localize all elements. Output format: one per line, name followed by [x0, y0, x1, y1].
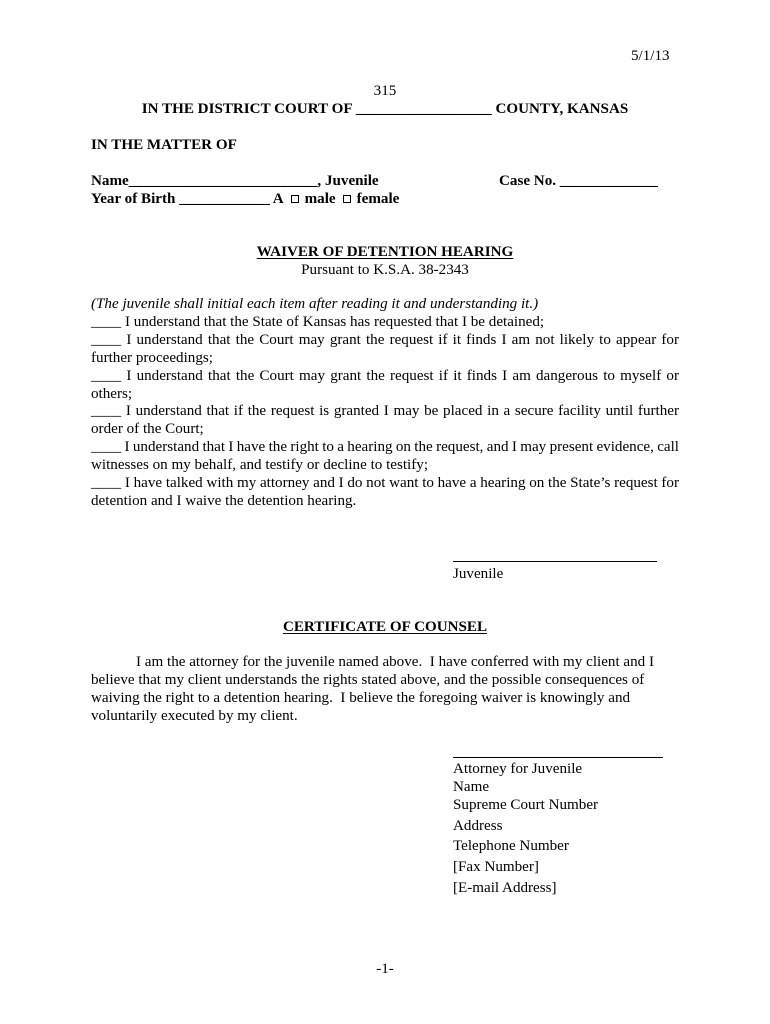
waiver-item — [91, 403, 679, 421]
case-number-label: Case No. — [499, 173, 557, 189]
initial-blank[interactable]: ____ — [91, 403, 122, 420]
waiver-subtitle: Pursuant to K.S.A. 38-2343 — [301, 262, 469, 278]
waiver-item-continuation: others; — [91, 385, 133, 402]
waiver-item-continuation: detention and I waive the detention hearing. — [91, 492, 357, 509]
waiver-title: WAIVER OF DETENTION HEARING — [256, 244, 514, 260]
waiver-item-text: I understand that the Court may grant the request if it finds I am not likely to appear for — [126, 331, 679, 348]
female-label: female — [356, 191, 400, 207]
waiver-item — [91, 439, 679, 457]
attorney-signature-line[interactable] — [453, 757, 663, 758]
birth-year-blank[interactable]: ____________ — [179, 191, 270, 207]
waiver-item — [91, 332, 679, 350]
waiver-instruction: (The juvenile shall initial each item after reading it and understanding it.) — [91, 296, 539, 312]
certificate-line: I am the attorney for the juvenile named above. I have conferred with my client and I — [136, 654, 655, 670]
initial-blank[interactable]: ____ — [91, 439, 122, 456]
attorney-field-telephone: Telephone Number — [453, 838, 569, 854]
waiver-item — [91, 314, 679, 332]
certificate-line: believe that my client understands the rights stated above, and the possible consequences of — [91, 672, 645, 688]
date-stamp: 5/1/13 — [631, 48, 670, 64]
waiver-item-continuation: witnesses on my behalf, and testify or decline to testify; — [91, 457, 429, 474]
juvenile-signature-label: Juvenile — [453, 566, 504, 582]
court-heading-suffix: COUNTY, KANSAS — [495, 101, 629, 117]
initial-blank[interactable]: ____ — [91, 331, 122, 348]
initial-blank[interactable]: ____ — [91, 367, 122, 384]
waiver-item — [91, 475, 679, 493]
initial-blank[interactable]: ____ — [91, 475, 122, 492]
court-heading — [91, 100, 679, 118]
attorney-field-address: Address — [453, 818, 503, 834]
waiver-items — [91, 296, 679, 511]
birth-marker: A — [272, 191, 284, 207]
juvenile-signature-line[interactable] — [453, 561, 657, 562]
certificate-title: CERTIFICATE OF COUNSEL — [282, 619, 488, 635]
birth-year-label: Year of Birth — [91, 191, 176, 207]
attorney-field-email: [E-mail Address] — [453, 880, 557, 896]
waiver-item-text: I understand that the Court may grant the request if it finds I am dangerous to myself or — [126, 367, 679, 384]
attorney-signature-label: Attorney for Juvenile — [453, 761, 583, 777]
name-blank[interactable]: _________________________ — [128, 173, 318, 189]
county-blank[interactable]: __________________ — [355, 101, 492, 117]
waiver-item-text: I understand that the State of Kansas has requested that I be detained; — [124, 313, 545, 330]
waiver-item-text: I understand that if the request is granted I may be placed in a secure facility until further — [125, 403, 679, 420]
page-number: -1- — [376, 961, 394, 977]
certificate-line: voluntarily executed by my client. — [91, 708, 298, 724]
attorney-field-fax: [Fax Number] — [453, 859, 539, 875]
waiver-item-continuation: further proceedings; — [91, 349, 213, 366]
matter-heading: IN THE MATTER OF — [91, 137, 237, 153]
female-checkbox[interactable] — [343, 195, 351, 203]
attorney-field-supreme-court-number: Supreme Court Number — [453, 797, 599, 813]
form-number: 315 — [373, 83, 397, 99]
certificate-paragraph — [91, 653, 679, 725]
court-heading-prefix: IN THE DISTRICT COURT OF — [141, 101, 353, 117]
waiver-item-text: I have talked with my attorney and I do not want to have a hearing on the State’s request for — [124, 475, 679, 492]
waiver-item-continuation: order of the Court; — [91, 421, 204, 438]
attorney-field-name: Name — [453, 779, 490, 795]
waiver-item — [91, 368, 679, 386]
male-label: male — [304, 191, 336, 207]
certificate-line: waiving the right to a detention hearing. I believe the foregoing waiver is knowingly and — [91, 690, 631, 706]
waiver-item-text: I understand that I have the right to a hearing on the request, and I may present evidence, call — [124, 439, 680, 456]
birth-year-line — [91, 190, 399, 208]
juvenile-designation: , Juvenile — [317, 173, 379, 189]
male-checkbox[interactable] — [291, 195, 299, 203]
initial-blank[interactable]: ____ — [91, 313, 122, 330]
case-number-line — [499, 172, 658, 190]
name-label: Name — [91, 173, 129, 189]
name-line — [91, 172, 379, 190]
case-number-blank[interactable]: _____________ — [559, 173, 658, 189]
